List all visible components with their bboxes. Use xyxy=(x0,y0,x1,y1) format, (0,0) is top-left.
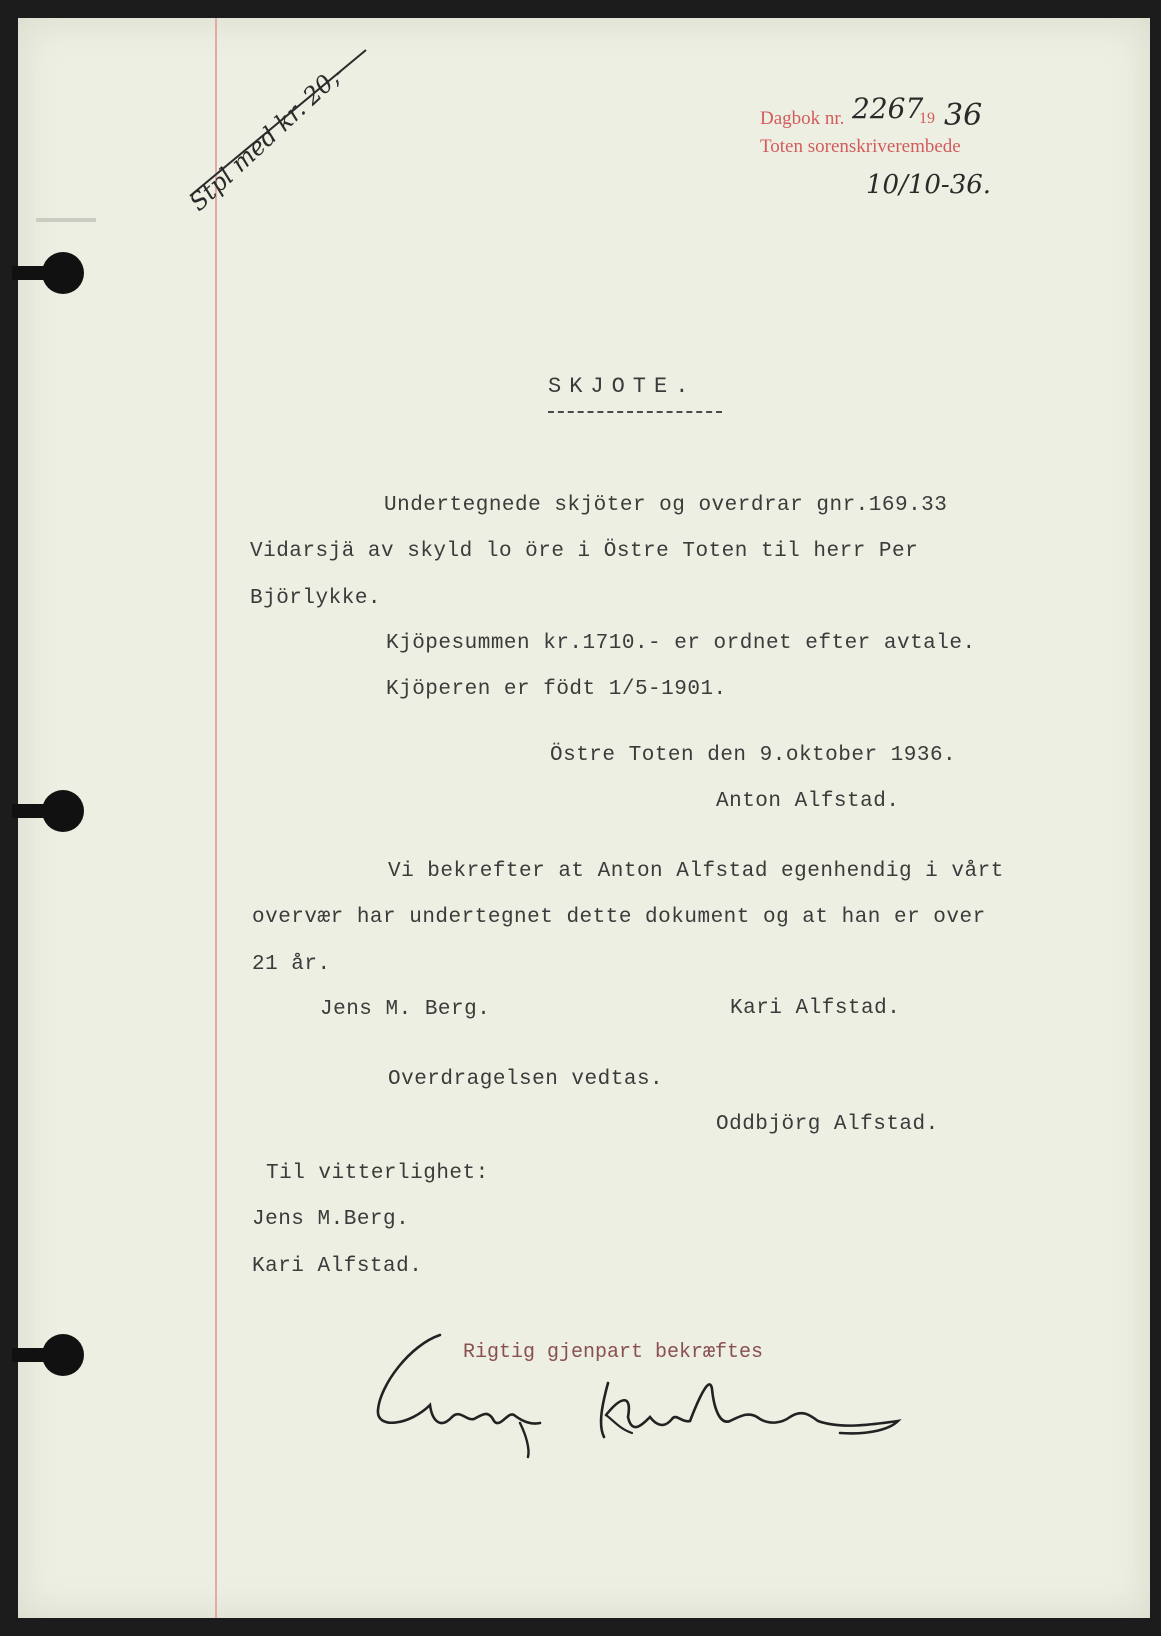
margin-note-underline xyxy=(180,46,380,206)
margin-annotation xyxy=(180,46,380,217)
margin-note-text: Stpl med kr. 20,- xyxy=(184,58,351,217)
stamp-date: 10/10-36. xyxy=(866,170,992,200)
stamp-number: 2267 xyxy=(852,92,924,125)
body-line: overvær har undertegnet dette dokument og at han er over xyxy=(252,906,986,929)
title-underline xyxy=(548,411,722,413)
body-line: Kjöpesummen kr.1710.- er ordnet efter avtale. xyxy=(386,632,976,655)
binder-hole xyxy=(42,1334,84,1376)
official-signature xyxy=(370,1325,930,1465)
certification-stamp: Rigtig gjenpart bekræftes xyxy=(463,1341,764,1364)
document-title: SKJOTE. xyxy=(548,374,697,399)
body-line: Kjöperen er födt 1/5-1901. xyxy=(386,678,727,701)
body-line: Vidarsjä av skyld lo öre i Östre Toten til herr Per xyxy=(250,540,919,563)
witness-signature: Kari Alfstad. xyxy=(730,997,901,1020)
edge-mark xyxy=(36,218,96,222)
binder-hole xyxy=(42,790,84,832)
body-line: 21 år. xyxy=(252,953,331,976)
attest-witness: Jens M.Berg. xyxy=(252,1208,410,1231)
witness-signature: Jens M. Berg. xyxy=(320,998,491,1021)
buyer-signature: Oddbjörg Alfstad. xyxy=(716,1113,939,1136)
stamp-dagbok-label: Dagbok nr. xyxy=(760,108,845,129)
seller-signature: Anton Alfstad. xyxy=(716,790,900,813)
body-line: Vi bekrefter at Anton Alfstad egenhendig i vårt xyxy=(388,860,1004,883)
acceptance-line: Overdragelsen vedtas. xyxy=(388,1068,664,1091)
attest-witness: Kari Alfstad. xyxy=(252,1255,423,1278)
red-margin-line xyxy=(215,18,217,1618)
stamp-year-prefix: 19 xyxy=(919,110,935,127)
place-date-line: Östre Toten den 9.oktober 1936. xyxy=(550,744,957,767)
binder-hole xyxy=(42,252,84,294)
stamp-office: Toten sorenskriverembede xyxy=(760,136,961,157)
body-line: Björlykke. xyxy=(250,587,382,610)
body-line: Undertegnede skjöter og overdrar gnr.169.33 xyxy=(384,494,948,517)
stamp-year-suffix: 36 xyxy=(944,98,983,133)
attest-label: Til vitterlighet: xyxy=(266,1162,489,1185)
